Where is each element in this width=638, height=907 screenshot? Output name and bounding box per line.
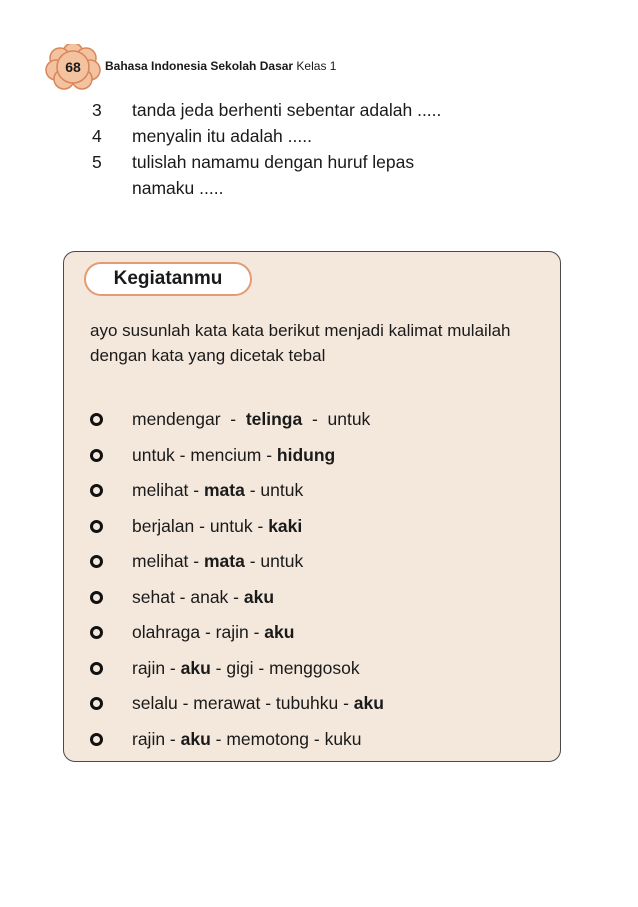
question-text: tulislah namamu dengan huruf lepas namaku ..... — [132, 152, 415, 198]
activity-instructions: ayo susunlah kata kata berikut menjadi kalimat mulailah dengan kata yang dicetak tebal — [90, 321, 511, 365]
circle-bullet-icon — [90, 555, 103, 568]
activity-title: Kegiatanmu — [84, 262, 252, 296]
word-text: - untuk — [244, 551, 304, 572]
circle-bullet-icon — [90, 520, 103, 533]
circle-bullet-icon — [90, 662, 103, 675]
page-number-badge — [45, 44, 101, 90]
book-title-bold: Bahasa Indonesia Sekolah Dasar — [105, 59, 294, 73]
word-list-text — [132, 445, 335, 466]
circle-bullet-icon — [90, 591, 103, 604]
question-number: 3 — [92, 100, 102, 120]
word-text: olahraga - rajin - — [132, 622, 265, 643]
word-list-item — [88, 402, 548, 438]
question-list — [92, 97, 592, 201]
word-list-item — [88, 438, 548, 474]
word-text: untuk - mencium - — [132, 444, 277, 465]
word-text: melihat - — [132, 551, 204, 572]
word-text: sehat - anak - — [132, 586, 244, 607]
word-text: - untuk — [244, 480, 304, 501]
word-list-text — [132, 480, 303, 501]
question-text: tanda jeda berhenti sebentar adalah ..... — [132, 100, 442, 120]
book-title-grade: Kelas 1 — [293, 59, 337, 73]
book-title — [105, 59, 336, 73]
page-header — [45, 44, 545, 90]
bold-keyword: aku — [243, 586, 275, 607]
word-list-text — [132, 729, 362, 750]
word-text: selalu - merawat - tubuhku - — [132, 693, 354, 714]
question-text: menyalin itu adalah ..... — [132, 126, 312, 146]
bold-keyword: telinga — [245, 409, 303, 430]
word-text: rajin - — [132, 728, 181, 749]
word-list-item — [88, 473, 548, 509]
bold-keyword: aku — [180, 657, 211, 678]
word-text: berjalan - untuk - — [132, 515, 269, 536]
bold-keyword: mata — [203, 551, 245, 572]
page-number: 68 — [65, 59, 81, 75]
bold-keyword: kaki — [268, 515, 303, 536]
question-item — [92, 149, 592, 201]
word-list-text — [132, 693, 384, 714]
bold-keyword: mata — [203, 480, 245, 501]
word-list-text — [132, 551, 303, 572]
circle-bullet-icon — [90, 733, 103, 746]
bold-keyword: aku — [180, 728, 211, 749]
word-list-text — [132, 516, 302, 537]
word-text: mendengar - — [132, 409, 246, 430]
bold-keyword: aku — [264, 622, 295, 643]
question-item — [92, 97, 592, 123]
circle-bullet-icon — [90, 449, 103, 462]
circle-bullet-icon — [90, 413, 103, 426]
word-list-text — [132, 658, 360, 679]
circle-bullet-icon — [90, 697, 103, 710]
word-list-item — [88, 509, 548, 545]
question-number: 5 — [92, 152, 102, 172]
word-list — [88, 402, 548, 757]
bold-keyword: hidung — [276, 444, 336, 465]
word-text: rajin - — [132, 657, 181, 678]
word-text: - untuk — [302, 409, 371, 430]
word-list-item — [88, 544, 548, 580]
word-list-item — [88, 615, 548, 651]
word-list-item — [88, 722, 548, 758]
word-list-item — [88, 580, 548, 616]
word-list-text — [132, 587, 274, 608]
word-text: - memotong - kuku — [210, 728, 362, 749]
question-item — [92, 123, 592, 149]
word-text: melihat - — [132, 480, 204, 501]
circle-bullet-icon — [90, 484, 103, 497]
word-text: - gigi - menggosok — [210, 657, 360, 678]
activity-box — [63, 251, 561, 762]
bold-keyword: aku — [353, 693, 384, 714]
word-list-text — [132, 409, 370, 430]
question-number: 4 — [92, 126, 102, 146]
word-list-text — [132, 622, 294, 643]
word-list-item — [88, 651, 548, 687]
word-list-item — [88, 686, 548, 722]
circle-bullet-icon — [90, 626, 103, 639]
